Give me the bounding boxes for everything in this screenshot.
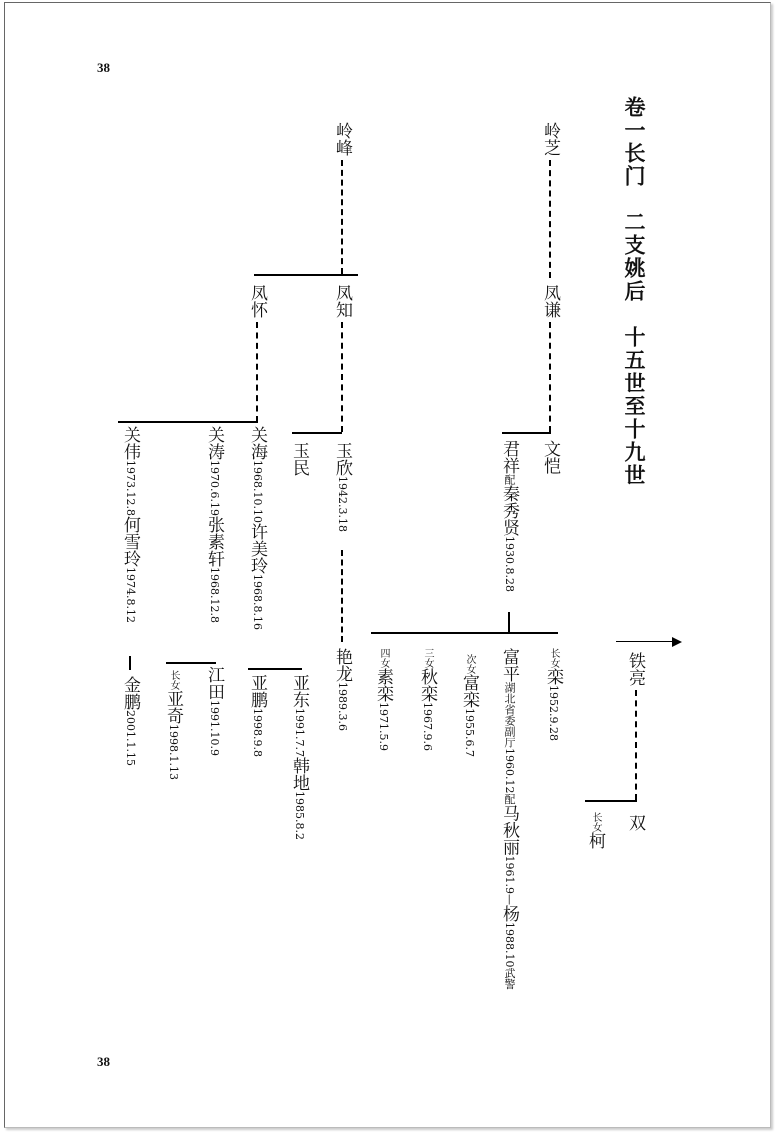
person-junxiang — [500, 440, 517, 592]
fuping-note2: 武警 — [503, 967, 516, 990]
fuping-date2: 1961.9 — [503, 855, 516, 894]
jinpeng-date: 2001.1.15 — [124, 710, 137, 766]
page-number-bottom: 38 — [97, 1054, 110, 1069]
guantao-date1: 1970.6.19 — [208, 460, 221, 516]
person-yuxin — [333, 442, 350, 532]
line-lingfeng-down — [341, 160, 343, 274]
person-suluan — [374, 648, 391, 751]
guanhai-spouse: 许美玲 — [247, 522, 267, 574]
person-yaqi — [164, 670, 181, 780]
qiuluan-rank: 三女 — [422, 648, 433, 668]
luan-date: 1952.9.28 — [547, 685, 560, 741]
yuxin-date: 1942.3.18 — [336, 476, 349, 532]
suluan-date: 1971.5.9 — [377, 702, 390, 751]
luan-name: 栾 — [543, 668, 563, 685]
person-fengzhi: 凤知 — [332, 284, 352, 318]
fuping-date1: 1960.12 — [503, 748, 516, 794]
guantao-name: 关涛 — [204, 426, 224, 460]
person-ke — [586, 812, 603, 849]
ke-rank: 长女 — [590, 812, 601, 832]
ke-name: 柯 — [585, 832, 605, 849]
yadong-date1: 1991.7.7 — [293, 708, 306, 757]
bracket-guanhai — [248, 668, 302, 670]
jiangtian-date: 1991.10.9 — [208, 700, 221, 756]
person-fuluan — [460, 654, 477, 757]
yapeng-name: 亚鹏 — [247, 674, 267, 708]
guanhai-date2: 1968.8.16 — [251, 573, 264, 630]
luan-rank: 长女 — [548, 648, 559, 668]
guanwei-date2: 1974.8.12 — [124, 566, 137, 623]
fuluan-rank: 次女 — [464, 654, 475, 674]
guantao-date2: 1968.12.8 — [208, 566, 221, 623]
page-number-top: 38 — [97, 60, 110, 75]
person-yumin: 玉民 — [289, 442, 309, 476]
guanwei-date1: 1973.12.8 — [124, 460, 137, 516]
person-yapeng — [248, 674, 265, 757]
person-fuping: 富平湖北省委副厅1960.12配马秋丽1961.9—杨1988.10武警 — [499, 648, 519, 990]
person-guanhai — [248, 426, 265, 630]
line-tieliang-down — [635, 690, 637, 800]
junxiang-date: 1930.8.28 — [503, 536, 516, 592]
line-junxiang-down — [508, 612, 510, 632]
continuation-arrow-line — [616, 641, 674, 642]
person-yanlong — [333, 648, 350, 731]
suluan-rank: 四女 — [378, 648, 389, 668]
suluan-name: 素栾 — [373, 668, 393, 702]
yadong-name: 亚东 — [289, 674, 309, 708]
qiuluan-date: 1967.9.6 — [421, 702, 434, 751]
person-yadong — [290, 674, 307, 840]
bracket-fengzhi — [292, 432, 342, 434]
line-guanwei-down — [129, 656, 131, 670]
line-fenghuai-down — [256, 322, 258, 422]
fuping-spouse: 马秋丽 — [499, 804, 519, 856]
bracket-fenghuai — [118, 421, 258, 423]
fuping-name: 富平 — [499, 648, 519, 682]
bracket-guantao — [166, 662, 216, 664]
jinpeng-name: 金鹏 — [120, 676, 140, 710]
fuping-spouse-mark: 配 — [503, 793, 516, 805]
line-lingzhi-fengqian — [549, 160, 551, 278]
person-guantao — [205, 426, 222, 623]
person-guanwei — [121, 426, 138, 623]
person-wenkai: 文恺 — [540, 440, 560, 474]
person-fengqian: 凤谦 — [540, 284, 560, 318]
yadong-spouse: 韩地 — [289, 756, 309, 791]
person-lingfeng: 岭峰 — [332, 122, 352, 156]
yaqi-rank: 长女 — [168, 670, 179, 690]
guanhai-name: 关海 — [247, 426, 267, 460]
fuluan-date: 1955.6.7 — [463, 708, 476, 757]
yapeng-date: 1998.9.8 — [251, 708, 264, 757]
yanlong-name: 艳龙 — [332, 648, 352, 682]
yaqi-name: 亚奇 — [163, 690, 183, 724]
yaqi-date: 1998.1.13 — [167, 724, 180, 780]
qiuluan-name: 秋栾 — [417, 668, 437, 702]
person-jiangtian — [205, 666, 222, 756]
arrow-right-icon — [672, 637, 682, 647]
fuping-note: 湖北省委副厅 — [503, 682, 516, 748]
person-shuang: 双 — [625, 814, 645, 831]
jiangtian-name: 江田 — [204, 666, 224, 700]
line-fengqian-down — [549, 322, 551, 432]
line-fengzhi-down — [341, 322, 343, 432]
person-tieliang: 铁亮 — [625, 652, 645, 686]
junxiang-name: 君祥 — [499, 440, 519, 474]
junxiang-spouse: 秦秀贤 — [499, 485, 519, 536]
line-yuxin-down — [341, 550, 343, 642]
bracket-tieliang — [585, 800, 637, 802]
fuluan-name: 富栾 — [459, 674, 479, 708]
bracket-junxiang-children — [371, 632, 558, 634]
yanlong-date: 1989.3.6 — [336, 682, 349, 731]
fuping-date3: 1988.10 — [503, 922, 516, 968]
guanwei-spouse: 何雪玲 — [120, 515, 140, 567]
yuxin-name: 玉欣 — [332, 442, 352, 476]
yadong-date2: 1985.8.2 — [293, 790, 306, 840]
page-title: 卷一长门 二支姚后 十五世至十九世 — [622, 96, 647, 487]
guanwei-name: 关伟 — [120, 426, 140, 460]
junxiang-spouse-mark: 配 — [503, 474, 516, 485]
bracket-fengqian — [502, 432, 551, 434]
guanhai-date1: 1968.10.10 — [251, 460, 264, 523]
person-jinpeng — [121, 676, 138, 766]
person-luan — [544, 648, 561, 741]
person-qiuluan — [418, 648, 435, 751]
fuping-child: 杨 — [499, 905, 519, 922]
bracket-lingfeng-children — [254, 274, 358, 276]
guantao-spouse: 张素轩 — [204, 515, 224, 567]
person-lingzhi: 岭芝 — [540, 122, 560, 156]
person-fenghuai: 凤怀 — [247, 284, 267, 318]
